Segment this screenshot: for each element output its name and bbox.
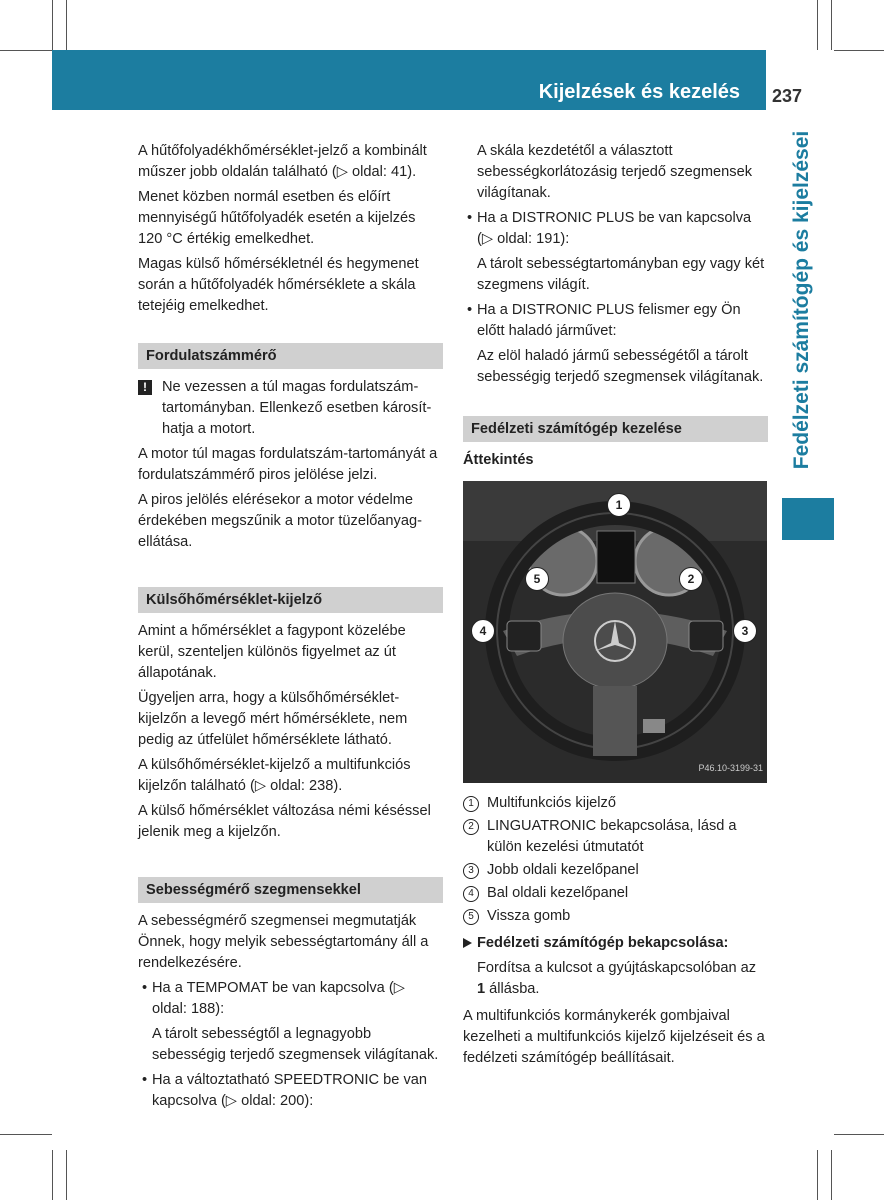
section-heading: Fordulatszámmérő — [138, 343, 443, 369]
legend-text: Vissza gomb — [487, 908, 571, 924]
crop-mark — [817, 1150, 818, 1200]
callout-5: 5 — [525, 567, 549, 591]
legend-number: 1 — [463, 796, 479, 812]
crop-mark — [817, 0, 818, 50]
callout-1: 1 — [607, 493, 631, 517]
warning-text: Ne vezessen a túl magas fordulatszám-tartományban. Ellenkező esetben károsít-hatja a motort. — [162, 379, 432, 437]
paragraph: A sebességmérő szegmensei megmutatják Önnek, hogy melyik sebességtartomány áll a rendelkezésére. — [138, 913, 429, 971]
paragraph: A multifunkciós kormánykerék gombjaival kezelheti a multifunkciós kijelző kijelzéseit és a fedélzeti számítógép beállításait. — [463, 1008, 765, 1066]
legend-text: Bal oldali kezelőpanel — [487, 885, 629, 901]
bullet-item: • Ha a DISTRONIC PLUS be van kapcsolva (▷ oldal: 191): — [463, 208, 768, 250]
crop-mark — [52, 1150, 53, 1200]
side-tab — [770, 110, 834, 490]
paragraph: Ügyeljen arra, hogy a külsőhőmérséklet-kijelzőn a levegő mért hőmérséklete, nem pedig az útfelület hőmérséklete látható. — [138, 690, 408, 748]
section-heading: Külsőhőmérséklet-kijelző — [138, 587, 443, 613]
legend-text: Multifunkciós kijelző — [487, 795, 616, 811]
paragraph: Amint a hőmérséklet a fagypont közelébe kerül, szenteljen különös figyelmet az út állapotának. — [138, 623, 406, 681]
left-column — [138, 141, 443, 1116]
action-arrow-icon — [463, 938, 472, 948]
right-column — [463, 141, 768, 1073]
side-tab-label: Fedélzeti számítógép és kijelzései — [790, 130, 813, 470]
section-heading: Sebességmérő szegmensekkel — [138, 877, 443, 903]
action-title: Fedélzeti számítógép bekapcsolása: — [477, 935, 729, 951]
bullet-item: • Ha a DISTRONIC PLUS felismer egy Ön előtt haladó járművet: — [463, 300, 768, 342]
header-bar — [52, 50, 766, 110]
action-position: 1 — [477, 981, 486, 997]
legend-text: LINGUATRONIC bekapcsolása, lásd a külön kezelési útmutatót — [487, 818, 737, 855]
crop-mark — [66, 1150, 67, 1200]
paragraph: A hűtőfolyadékhőmérséklet-jelző a kombinált műszer jobb oldalán található (▷ oldal: 41). — [138, 143, 427, 180]
paragraph: A külsőhőmérséklet-kijelző a multifunkciós kijelzőn található (▷ oldal: 238). — [138, 757, 411, 794]
legend-item — [463, 860, 768, 881]
crop-mark — [0, 1134, 52, 1135]
legend-number: 4 — [463, 886, 479, 902]
subheading: Áttekintés — [463, 452, 534, 468]
bullet-subtext: Az elöl haladó jármű sebességétől a tárolt sebességig terjedő szegmensek világítanak. — [477, 348, 764, 385]
warning-icon: ! — [138, 380, 152, 395]
action-text-a: Fordítsa a kulcsot a gyújtáskapcsolóban az — [477, 960, 757, 976]
legend-item — [463, 883, 768, 904]
callout-2: 2 — [679, 567, 703, 591]
paragraph: A skála kezdetétől a választott sebességkorlátozásig terjedő szegmensek világítanak. — [477, 143, 753, 201]
crop-mark — [831, 0, 832, 50]
legend-item — [463, 816, 768, 858]
bullet-subtext: A tárolt sebességtől a legnagyobb sebességig terjedő szegmensek világítanak. — [152, 1026, 439, 1063]
legend-number: 3 — [463, 863, 479, 879]
crop-mark — [66, 0, 67, 50]
steering-wheel-figure — [463, 481, 767, 783]
legend-number: 5 — [463, 909, 479, 925]
page-number: 237 — [772, 86, 803, 106]
crop-mark — [0, 50, 52, 51]
bullet-item: • Ha a változtatható SPEEDTRONIC be van kapcsolva (▷ oldal: 200): — [138, 1070, 443, 1112]
steering-wheel-illustration — [463, 481, 767, 783]
paragraph: Magas külső hőmérsékletnél és hegymenet során a hűtőfolyadék hőmérséklete a skála tetejéig emelkedhet. — [138, 256, 419, 314]
callout-3: 3 — [733, 619, 757, 643]
warning-note — [138, 377, 443, 440]
action-text — [463, 958, 768, 1000]
crop-mark — [52, 0, 53, 50]
action-step — [463, 933, 768, 954]
bullet-item: • Ha a TEMPOMAT be van kapcsolva (▷ oldal: 188): — [138, 978, 443, 1020]
bullet-subtext: A tárolt sebességtartományban egy vagy két szegmens világít. — [477, 256, 765, 293]
callout-4: 4 — [471, 619, 495, 643]
side-block — [782, 498, 834, 540]
paragraph: A piros jelölés elérésekor a motor védelme érdekében megszűnik a motor tüzelőanyag-ellátása. — [138, 492, 422, 550]
legend-item — [463, 793, 768, 814]
legend-item — [463, 906, 768, 927]
paragraph: A külső hőmérséklet változása némi késéssel jelenik meg a kijelzőn. — [138, 803, 431, 840]
header-title: Kijelzések és kezelés — [538, 81, 740, 103]
legend-text: Jobb oldali kezelőpanel — [487, 862, 639, 878]
crop-mark — [834, 50, 884, 51]
crop-mark — [834, 1134, 884, 1135]
paragraph: A motor túl magas fordulatszám-tartományát a fordulatszámmérő piros jelölése jelzi. — [138, 446, 438, 483]
action-text-b: állásba. — [485, 981, 540, 997]
section-heading: Fedélzeti számítógép kezelése — [463, 416, 768, 442]
crop-mark — [831, 1150, 832, 1200]
paragraph: Menet közben normál esetben és előírt mennyiségű hűtőfolyadék esetén a kijelzés 120 °C értékig emelkedhet. — [138, 189, 416, 247]
figure-code: P46.10-3199-31 — [698, 763, 763, 773]
legend-number: 2 — [463, 819, 479, 835]
